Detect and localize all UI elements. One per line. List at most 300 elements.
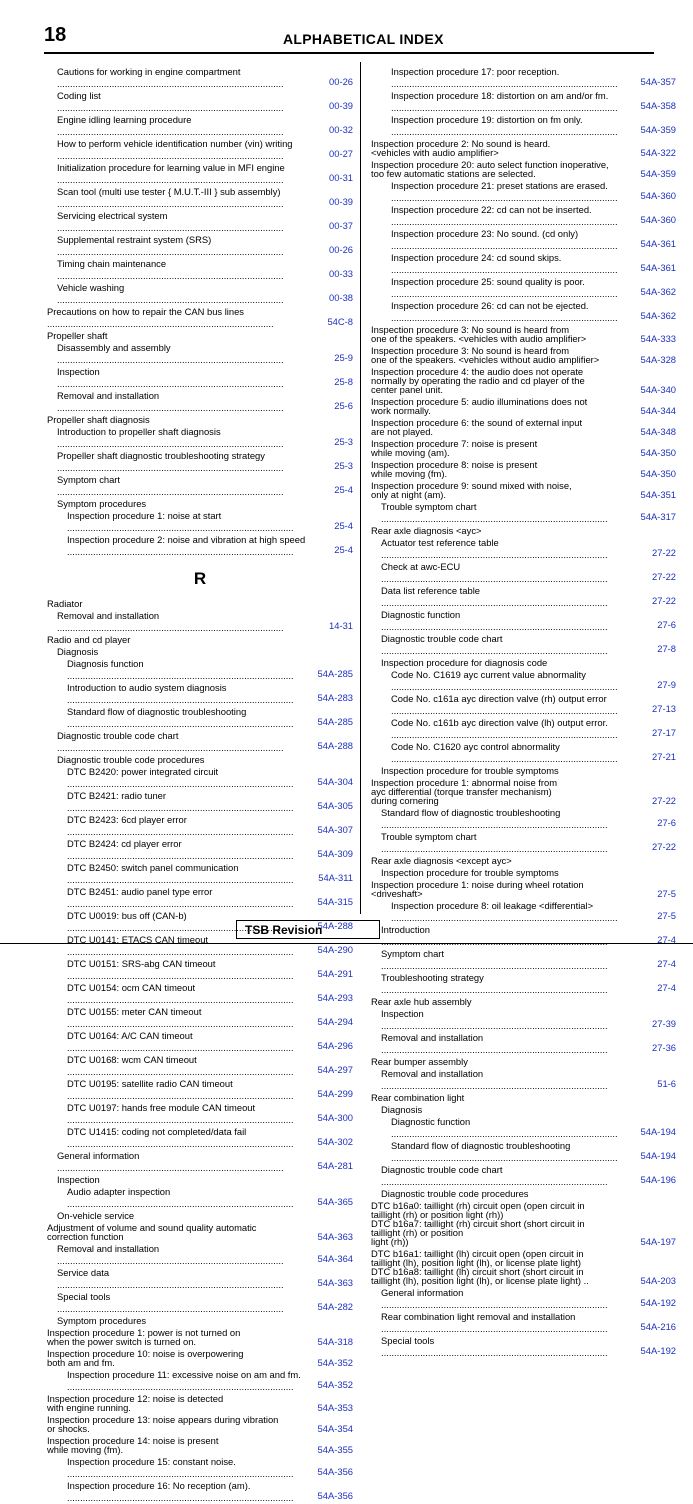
index-entry[interactable] bbox=[371, 138, 676, 159]
entry-text: How to perform vehicle identification number (vin) writing ..... bbox=[57, 138, 293, 162]
entry-text: Inspection procedure 26: cd can not be ejected. ..... bbox=[391, 300, 618, 324]
page-reference-link[interactable]: 54A-291 bbox=[317, 968, 353, 979]
index-entry[interactable] bbox=[371, 585, 676, 609]
page-reference-link[interactable]: 27-8 bbox=[657, 643, 676, 654]
index-entry bbox=[47, 1210, 353, 1222]
index-entry bbox=[47, 598, 353, 610]
entry-text: Rear axle hub assembly bbox=[371, 996, 472, 1007]
page-reference-link[interactable]: 54A-307 bbox=[317, 824, 353, 835]
index-entry[interactable] bbox=[371, 438, 676, 459]
page-reference-link[interactable]: 54A-283 bbox=[317, 692, 353, 703]
entry-text: Inspection procedure 20: auto select function inoperative, too few automatic stations are selected. bbox=[371, 159, 609, 179]
entry-text: Symptom chart ..... bbox=[381, 948, 608, 972]
page-reference-link[interactable]: 54A-352 bbox=[317, 1357, 353, 1368]
entry-text: DTC B2450: switch panel communication ..... bbox=[67, 862, 294, 886]
page-reference-link[interactable]: 54A-288 bbox=[317, 740, 353, 751]
entry-text: DTC B2421: radio tuner ..... bbox=[67, 790, 294, 814]
entry-text: DTC U0197: hands free module CAN timeout ..... bbox=[67, 1102, 294, 1126]
entry-text: Symptom procedures bbox=[57, 498, 147, 509]
page-reference-link[interactable]: 54A-282 bbox=[317, 1301, 353, 1312]
page-reference-link[interactable]: 54A-328 bbox=[640, 354, 676, 365]
page-reference-link[interactable]: 54A-315 bbox=[317, 896, 353, 907]
entry-text: Inspection procedure 13: noise appears during vibration or shocks. bbox=[47, 1414, 279, 1434]
page-reference-link[interactable]: 00-27 bbox=[329, 148, 353, 159]
page-reference-link[interactable]: 54A-350 bbox=[640, 447, 676, 458]
index-entry[interactable] bbox=[47, 342, 353, 366]
page-reference-link[interactable]: 00-37 bbox=[329, 220, 353, 231]
page-reference-link[interactable]: 54A-281 bbox=[317, 1160, 353, 1171]
index-entry[interactable] bbox=[47, 838, 353, 862]
index-entry[interactable] bbox=[371, 609, 676, 633]
page-reference-link[interactable]: 27-13 bbox=[652, 703, 676, 714]
entry-text: Code No. c161b ayc direction valve (lh) output error. ..... bbox=[391, 717, 618, 741]
entry-text: Rear axle diagnosis <except ayc> bbox=[371, 855, 512, 866]
index-entry[interactable] bbox=[47, 1222, 353, 1243]
index-entry[interactable] bbox=[47, 1414, 353, 1435]
page-reference-link[interactable]: 54A-363 bbox=[317, 1231, 353, 1242]
index-entry[interactable] bbox=[371, 1032, 676, 1056]
page-reference-link[interactable]: 27-5 bbox=[657, 888, 676, 899]
page-reference-link[interactable]: 25-4 bbox=[334, 544, 353, 555]
entry-text: DTC U0154: ocm CAN timeout ..... bbox=[67, 982, 294, 1006]
page-reference-link[interactable]: 27-5 bbox=[657, 910, 676, 921]
index-entry[interactable] bbox=[371, 831, 676, 855]
page-reference-link[interactable]: 25-6 bbox=[334, 400, 353, 411]
page-reference-link[interactable]: 27-22 bbox=[652, 841, 676, 852]
entry-text: Inspection procedure 14: noise is present while moving (fm). bbox=[47, 1435, 219, 1455]
page-reference-link[interactable]: 54A-340 bbox=[640, 384, 676, 395]
index-entry bbox=[47, 634, 353, 646]
index-entry[interactable] bbox=[371, 1164, 676, 1188]
index-entry[interactable] bbox=[47, 162, 353, 186]
page-reference-link[interactable]: 25-9 bbox=[334, 352, 353, 363]
page-reference-link[interactable]: 54A-196 bbox=[640, 1174, 676, 1185]
index-entry[interactable] bbox=[47, 610, 353, 634]
page-reference-link[interactable]: 54A-364 bbox=[317, 1253, 353, 1264]
index-entry[interactable] bbox=[47, 510, 353, 534]
entry-text: Standard flow of diagnostic troubleshooting ..... bbox=[381, 807, 608, 831]
page-reference-link[interactable]: 51-6 bbox=[657, 1078, 676, 1089]
entry-text: Inspection procedure 8: oil leakage <differential> ..... bbox=[391, 900, 618, 924]
index-entry[interactable] bbox=[47, 958, 353, 982]
index-entry[interactable] bbox=[371, 204, 676, 228]
page-reference-link[interactable]: 54A-194 bbox=[640, 1126, 676, 1137]
entry-text: Rear combination light removal and installation ..... bbox=[381, 1311, 608, 1335]
entry-text: Inspection procedure 16: No reception (am). ..... bbox=[67, 1480, 294, 1504]
entry-text: Inspection procedure 3: No sound is heard from one of the speakers. <vehicles with audio amplifier> bbox=[371, 324, 587, 344]
index-entry[interactable] bbox=[47, 790, 353, 814]
page-reference-link[interactable]: 00-39 bbox=[329, 196, 353, 207]
page-reference-link[interactable]: 14-31 bbox=[329, 620, 353, 631]
index-entry[interactable] bbox=[371, 1008, 676, 1032]
index-entry[interactable] bbox=[47, 1267, 353, 1291]
entry-text: On-vehicle service bbox=[57, 1210, 135, 1221]
entry-text: Adjustment of volume and sound quality automatic correction function bbox=[47, 1222, 257, 1242]
page-reference-link[interactable]: 54A-203 bbox=[640, 1275, 676, 1286]
index-entry[interactable] bbox=[371, 252, 676, 276]
entry-text: Code No. C1619 ayc current value abnormality ..... bbox=[391, 669, 618, 693]
page-reference-link[interactable]: 27-6 bbox=[657, 619, 676, 630]
page-reference-link[interactable]: 54A-290 bbox=[317, 944, 353, 955]
index-entry[interactable] bbox=[47, 886, 353, 910]
entry-text: DTC b16a1: taillight (lh) circuit open (open circuit in taillight (lh), position light (lh), or license plate light) DTC b16a8: taillight (lh) circuit short (short circuit in taillight (lh), position light (lh), or license plate light) .. bbox=[371, 1248, 589, 1286]
page-reference-link[interactable]: 54A-362 bbox=[640, 286, 676, 297]
page-reference-link[interactable]: 54A-294 bbox=[317, 1016, 353, 1027]
index-entry[interactable] bbox=[47, 1435, 353, 1456]
entry-text: Troubleshooting strategy ..... bbox=[381, 972, 608, 996]
index-entry[interactable] bbox=[371, 717, 676, 741]
entry-text: Inspection procedure 15: constant noise. ..... bbox=[67, 1456, 294, 1480]
index-entry[interactable] bbox=[47, 234, 353, 258]
page-reference-link[interactable]: 54A-355 bbox=[317, 1444, 353, 1455]
index-entry bbox=[371, 1188, 676, 1200]
entry-text: Check at awc-ECU ..... bbox=[381, 561, 608, 585]
entry-text: Diagnostic trouble code chart ..... bbox=[381, 633, 608, 657]
index-entry[interactable] bbox=[371, 1200, 676, 1248]
footer-rule bbox=[0, 943, 693, 944]
index-entry[interactable] bbox=[371, 480, 676, 501]
page-reference-link[interactable]: 54A-318 bbox=[317, 1336, 353, 1347]
page-reference-link[interactable]: 54A-288 bbox=[317, 920, 353, 931]
page-reference-link[interactable]: 54A-352 bbox=[317, 1379, 353, 1390]
entry-text: Audio adapter inspection ..... bbox=[67, 1186, 294, 1210]
page-reference-link[interactable]: 54A-296 bbox=[317, 1040, 353, 1051]
index-entry[interactable] bbox=[47, 862, 353, 886]
index-entry bbox=[371, 657, 676, 669]
entry-text: Propeller shaft bbox=[47, 330, 108, 341]
page-reference-link[interactable]: 27-4 bbox=[657, 934, 676, 945]
page-reference-link[interactable]: 00-26 bbox=[329, 244, 353, 255]
index-entry[interactable] bbox=[47, 1243, 353, 1267]
index-entry bbox=[371, 765, 676, 777]
entry-text: Trouble symptom chart ..... bbox=[381, 831, 608, 855]
index-entry[interactable] bbox=[47, 282, 353, 306]
entry-text: Inspection procedure 3: No sound is heard from one of the speakers. <vehicles without audio amplifier> bbox=[371, 345, 600, 365]
page-reference-link[interactable]: 27-21 bbox=[652, 751, 676, 762]
page-reference-link[interactable]: 54A-305 bbox=[317, 800, 353, 811]
index-entry[interactable] bbox=[371, 459, 676, 480]
entry-text: Inspection procedure 1: noise during wheel rotation <driveshaft> bbox=[371, 879, 584, 899]
page-reference-link[interactable]: 54A-300 bbox=[317, 1112, 353, 1123]
entry-text: Inspection procedure 7: noise is present while moving (am). bbox=[371, 438, 538, 458]
index-entry[interactable] bbox=[371, 741, 676, 765]
index-entry[interactable] bbox=[47, 90, 353, 114]
entry-text: Inspection procedure 25: sound quality is poor. ..... bbox=[391, 276, 618, 300]
index-entry[interactable] bbox=[371, 159, 676, 180]
index-entry[interactable] bbox=[371, 693, 676, 717]
index-entry[interactable] bbox=[371, 276, 676, 300]
page-reference-link[interactable]: 54A-293 bbox=[317, 992, 353, 1003]
page-reference-link[interactable]: 54A-353 bbox=[317, 1402, 353, 1413]
entry-text: Diagnostic trouble code chart ..... bbox=[57, 730, 284, 754]
entry-text: Inspection procedure 23: No sound. (cd only) ..... bbox=[391, 228, 618, 252]
entry-text: Inspection procedure 1: power is not turned on when the power switch is turned on. bbox=[47, 1327, 241, 1347]
index-entry[interactable] bbox=[371, 1335, 676, 1359]
index-entry bbox=[47, 414, 353, 426]
page-number: 18 bbox=[44, 24, 67, 46]
page-reference-link[interactable]: 27-22 bbox=[652, 795, 676, 806]
page-reference-link[interactable]: 27-4 bbox=[657, 958, 676, 969]
index-column-left bbox=[47, 66, 353, 1504]
page-reference-link[interactable]: 25-8 bbox=[334, 376, 353, 387]
index-entry[interactable] bbox=[47, 1456, 353, 1480]
index-entry[interactable] bbox=[47, 706, 353, 730]
index-entry[interactable] bbox=[371, 501, 676, 525]
page-reference-link[interactable]: 54A-362 bbox=[640, 310, 676, 321]
entry-text: DTC B2423: 6cd player error ..... bbox=[67, 814, 294, 838]
page-reference-link[interactable]: 00-39 bbox=[329, 100, 353, 111]
entry-text: DTC U0195: satellite radio CAN timeout ..... bbox=[67, 1078, 294, 1102]
index-entry[interactable] bbox=[47, 682, 353, 706]
index-entry[interactable] bbox=[47, 474, 353, 498]
page-reference-link[interactable]: 54A-350 bbox=[640, 468, 676, 479]
index-entry[interactable] bbox=[47, 814, 353, 838]
page-reference-link[interactable]: 54A-360 bbox=[640, 190, 676, 201]
index-entry[interactable] bbox=[47, 1006, 353, 1030]
index-entry[interactable] bbox=[47, 1030, 353, 1054]
index-entry[interactable] bbox=[47, 186, 353, 210]
index-entry[interactable] bbox=[47, 1054, 353, 1078]
index-entry[interactable] bbox=[47, 730, 353, 754]
entry-text: Vehicle washing ..... bbox=[57, 282, 284, 306]
index-entry[interactable] bbox=[47, 426, 353, 450]
entry-text: Trouble symptom chart ..... bbox=[381, 501, 608, 525]
page-reference-link[interactable]: 54A-197 bbox=[640, 1236, 676, 1247]
index-entry[interactable] bbox=[47, 534, 353, 558]
index-entry[interactable] bbox=[47, 306, 353, 330]
index-entry[interactable] bbox=[47, 450, 353, 474]
entry-text: Data list reference table ..... bbox=[381, 585, 608, 609]
index-entry[interactable] bbox=[47, 1327, 353, 1348]
page-reference-link[interactable]: 54A-361 bbox=[640, 238, 676, 249]
index-entry[interactable] bbox=[371, 633, 676, 657]
index-entry[interactable] bbox=[371, 1248, 676, 1287]
index-entry[interactable] bbox=[47, 766, 353, 790]
page-reference-link[interactable]: 54A-351 bbox=[640, 489, 676, 500]
index-entry[interactable] bbox=[47, 210, 353, 234]
index-entry[interactable] bbox=[47, 1102, 353, 1126]
index-entry[interactable] bbox=[47, 66, 353, 90]
entry-text: Coding list ..... bbox=[57, 90, 284, 114]
page-reference-link[interactable]: 54A-311 bbox=[318, 872, 353, 883]
index-entry[interactable] bbox=[371, 300, 676, 324]
page-reference-link[interactable]: 25-3 bbox=[334, 460, 353, 471]
page-reference-link[interactable]: 54A-322 bbox=[640, 147, 676, 158]
index-entry[interactable] bbox=[371, 561, 676, 585]
page-title: ALPHABETICAL INDEX bbox=[283, 31, 444, 47]
index-entry[interactable] bbox=[47, 1078, 353, 1102]
entry-text: Inspection procedure 19: distortion on fm only. ..... bbox=[391, 114, 618, 138]
index-entry[interactable] bbox=[47, 1348, 353, 1369]
tsb-revision-label: TSB Revision bbox=[236, 920, 380, 939]
entry-text: DTC U0164: A/C CAN timeout ..... bbox=[67, 1030, 294, 1054]
entry-text: DTC U0155: meter CAN timeout ..... bbox=[67, 1006, 294, 1030]
index-entry bbox=[47, 646, 353, 658]
index-entry bbox=[371, 1104, 676, 1116]
index-entry[interactable] bbox=[371, 777, 676, 807]
page-reference-link[interactable]: 27-39 bbox=[652, 1018, 676, 1029]
index-entry[interactable] bbox=[371, 948, 676, 972]
page-reference-link[interactable]: 00-33 bbox=[329, 268, 353, 279]
index-entry[interactable] bbox=[371, 900, 676, 924]
index-entry[interactable] bbox=[371, 1068, 676, 1092]
index-entry bbox=[47, 330, 353, 342]
entry-text: Engine idling learning procedure ..... bbox=[57, 114, 284, 138]
index-entry[interactable] bbox=[47, 1291, 353, 1315]
entry-text: Introduction to propeller shaft diagnosis ..... bbox=[57, 426, 284, 450]
page-reference-link[interactable]: 54A-358 bbox=[640, 100, 676, 111]
entry-text: General information ..... bbox=[381, 1287, 608, 1311]
page-reference-link[interactable]: 00-31 bbox=[329, 172, 353, 183]
index-entry[interactable] bbox=[371, 1140, 676, 1164]
index-entry[interactable] bbox=[371, 324, 676, 345]
index-entry[interactable] bbox=[47, 1369, 353, 1393]
index-entry[interactable] bbox=[371, 66, 676, 90]
page-reference-link[interactable]: 54A-359 bbox=[640, 124, 676, 135]
page-reference-link[interactable]: 25-3 bbox=[334, 436, 353, 447]
index-entry[interactable] bbox=[47, 982, 353, 1006]
index-entry[interactable] bbox=[371, 228, 676, 252]
index-entry[interactable] bbox=[47, 1126, 353, 1150]
index-entry[interactable] bbox=[371, 396, 676, 417]
page-reference-link[interactable]: 00-26 bbox=[329, 76, 353, 87]
page-reference-link[interactable]: 54A-302 bbox=[317, 1136, 353, 1147]
entry-text: Introduction ..... bbox=[381, 924, 608, 948]
index-entry[interactable] bbox=[47, 1186, 353, 1210]
entry-text: Inspection procedure for trouble symptoms bbox=[381, 765, 559, 776]
entry-text: DTC U0019: bus off (CAN-b) ..... bbox=[67, 910, 294, 934]
page-reference-link[interactable]: 54A-333 bbox=[640, 333, 676, 344]
index-entry[interactable] bbox=[371, 1116, 676, 1140]
page-reference-link[interactable]: 54A-363 bbox=[317, 1277, 353, 1288]
index-entry[interactable] bbox=[371, 972, 676, 996]
page-reference-link[interactable]: 25-4 bbox=[334, 484, 353, 495]
page-reference-link[interactable]: 00-32 bbox=[329, 124, 353, 135]
index-entry[interactable] bbox=[371, 90, 676, 114]
entry-text: Inspection procedure 2: noise and vibration at high speed ..... bbox=[67, 534, 305, 558]
index-entry[interactable] bbox=[371, 807, 676, 831]
entry-text: Propeller shaft diagnosis bbox=[47, 414, 150, 425]
page-reference-link[interactable]: 54A-297 bbox=[317, 1064, 353, 1075]
index-entry[interactable] bbox=[47, 658, 353, 682]
page-reference-link[interactable]: 54A-299 bbox=[317, 1088, 353, 1099]
entry-text: Special tools ..... bbox=[381, 1335, 608, 1359]
index-entry[interactable] bbox=[47, 114, 353, 138]
page-reference-link[interactable]: 27-6 bbox=[657, 817, 676, 828]
page-reference-link[interactable]: 54A-194 bbox=[640, 1150, 676, 1161]
index-entry[interactable] bbox=[47, 1150, 353, 1174]
entry-text: Radiator bbox=[47, 598, 83, 609]
index-entry[interactable] bbox=[47, 1393, 353, 1414]
index-entry[interactable] bbox=[371, 417, 676, 438]
entry-text: Propeller shaft diagnostic troubleshooting strategy ..... bbox=[57, 450, 284, 474]
page-reference-link[interactable]: 54A-348 bbox=[640, 426, 676, 437]
index-entry[interactable] bbox=[371, 924, 676, 948]
entry-text: Rear bumper assembly bbox=[371, 1056, 468, 1067]
page-reference-link[interactable]: 27-22 bbox=[652, 547, 676, 558]
page-reference-link[interactable]: 27-36 bbox=[652, 1042, 676, 1053]
entry-text: Diagnostic function ..... bbox=[381, 609, 608, 633]
index-entry[interactable] bbox=[371, 669, 676, 693]
page-reference-link[interactable]: 54A-285 bbox=[317, 716, 353, 727]
page-reference-link[interactable]: 54A-317 bbox=[640, 511, 676, 522]
entry-text: Inspection procedure 10: noise is overpowering both am and fm. bbox=[47, 1348, 244, 1368]
page-reference-link[interactable]: 54A-344 bbox=[640, 405, 676, 416]
header-rule bbox=[44, 52, 654, 54]
index-entry[interactable] bbox=[47, 138, 353, 162]
page-reference-link[interactable]: 00-38 bbox=[329, 292, 353, 303]
index-entry bbox=[371, 1092, 676, 1104]
section-letter: R bbox=[193, 569, 207, 588]
page-reference-link[interactable]: 27-17 bbox=[652, 727, 676, 738]
entry-text: Code No. C1620 ayc control abnormality ..... bbox=[391, 741, 618, 765]
page-reference-link[interactable]: 54A-356 bbox=[317, 1466, 353, 1477]
entry-text: Inspection ..... bbox=[381, 1008, 608, 1032]
entry-text: Inspection ..... bbox=[57, 366, 284, 390]
page-reference-link[interactable]: 54A-285 bbox=[317, 668, 353, 679]
entry-text: Standard flow of diagnostic troubleshooting ..... bbox=[391, 1140, 618, 1164]
entry-text: Removal and installation ..... bbox=[57, 1243, 284, 1267]
page-reference-link[interactable]: 54A-356 bbox=[317, 1490, 353, 1501]
page-reference-link[interactable]: 27-9 bbox=[657, 679, 676, 690]
page-reference-link[interactable]: 54A-360 bbox=[640, 214, 676, 225]
page-reference-link[interactable]: 54A-365 bbox=[317, 1196, 353, 1207]
page-reference-link[interactable]: 54A-361 bbox=[640, 262, 676, 273]
index-entry bbox=[371, 855, 676, 867]
index-entry[interactable] bbox=[47, 366, 353, 390]
index-entry[interactable] bbox=[47, 390, 353, 414]
page-reference-link[interactable]: 54A-309 bbox=[317, 848, 353, 859]
entry-text: Removal and installation ..... bbox=[381, 1032, 608, 1056]
page-reference-link[interactable]: 54C-8 bbox=[327, 316, 353, 327]
page-reference-link[interactable]: 27-22 bbox=[652, 595, 676, 606]
page-reference-link[interactable]: 54A-304 bbox=[317, 776, 353, 787]
index-entry[interactable] bbox=[371, 537, 676, 561]
entry-text: Inspection bbox=[57, 1174, 100, 1185]
index-entry[interactable] bbox=[371, 879, 676, 900]
index-entry[interactable] bbox=[371, 345, 676, 366]
index-entry[interactable] bbox=[371, 1287, 676, 1311]
page-reference-link[interactable]: 54A-192 bbox=[640, 1345, 676, 1356]
index-entry[interactable] bbox=[371, 1311, 676, 1335]
entry-text: Service data ..... bbox=[57, 1267, 284, 1291]
index-entry[interactable] bbox=[47, 1480, 353, 1504]
entry-text: Inspection procedure 5: audio illuminations does not work normally. bbox=[371, 396, 588, 416]
entry-text: Removal and installation ..... bbox=[57, 390, 284, 414]
page-reference-link[interactable]: 54A-354 bbox=[317, 1423, 353, 1434]
page-reference-link[interactable]: 54A-357 bbox=[640, 76, 676, 87]
page-reference-link[interactable]: 54A-216 bbox=[640, 1321, 676, 1332]
entry-text: Inspection procedure 12: noise is detected with engine running. bbox=[47, 1393, 224, 1413]
page-reference-link[interactable]: 27-22 bbox=[652, 571, 676, 582]
page-reference-link[interactable]: 54A-192 bbox=[640, 1297, 676, 1308]
entry-text: Initialization procedure for learning value in MFI engine ..... bbox=[57, 162, 285, 186]
entry-text: Servicing electrical system ..... bbox=[57, 210, 284, 234]
index-entry[interactable] bbox=[371, 366, 676, 396]
entry-text: Inspection procedure for diagnosis code bbox=[381, 657, 548, 668]
entry-text: Inspection procedure 9: sound mixed with noise, only at night (am). bbox=[371, 480, 572, 500]
index-entry[interactable] bbox=[371, 114, 676, 138]
entry-text: Special tools ..... bbox=[57, 1291, 284, 1315]
index-entry[interactable] bbox=[371, 180, 676, 204]
index-entry[interactable] bbox=[47, 258, 353, 282]
entry-text: Diagnostic function ..... bbox=[391, 1116, 618, 1140]
page-reference-link[interactable]: 25-4 bbox=[334, 520, 353, 531]
entry-text: Inspection procedure 21: preset stations are erased. ..... bbox=[391, 180, 618, 204]
page-reference-link[interactable]: 54A-359 bbox=[640, 168, 676, 179]
page-reference-link[interactable]: 27-4 bbox=[657, 982, 676, 993]
index-entry bbox=[47, 754, 353, 766]
